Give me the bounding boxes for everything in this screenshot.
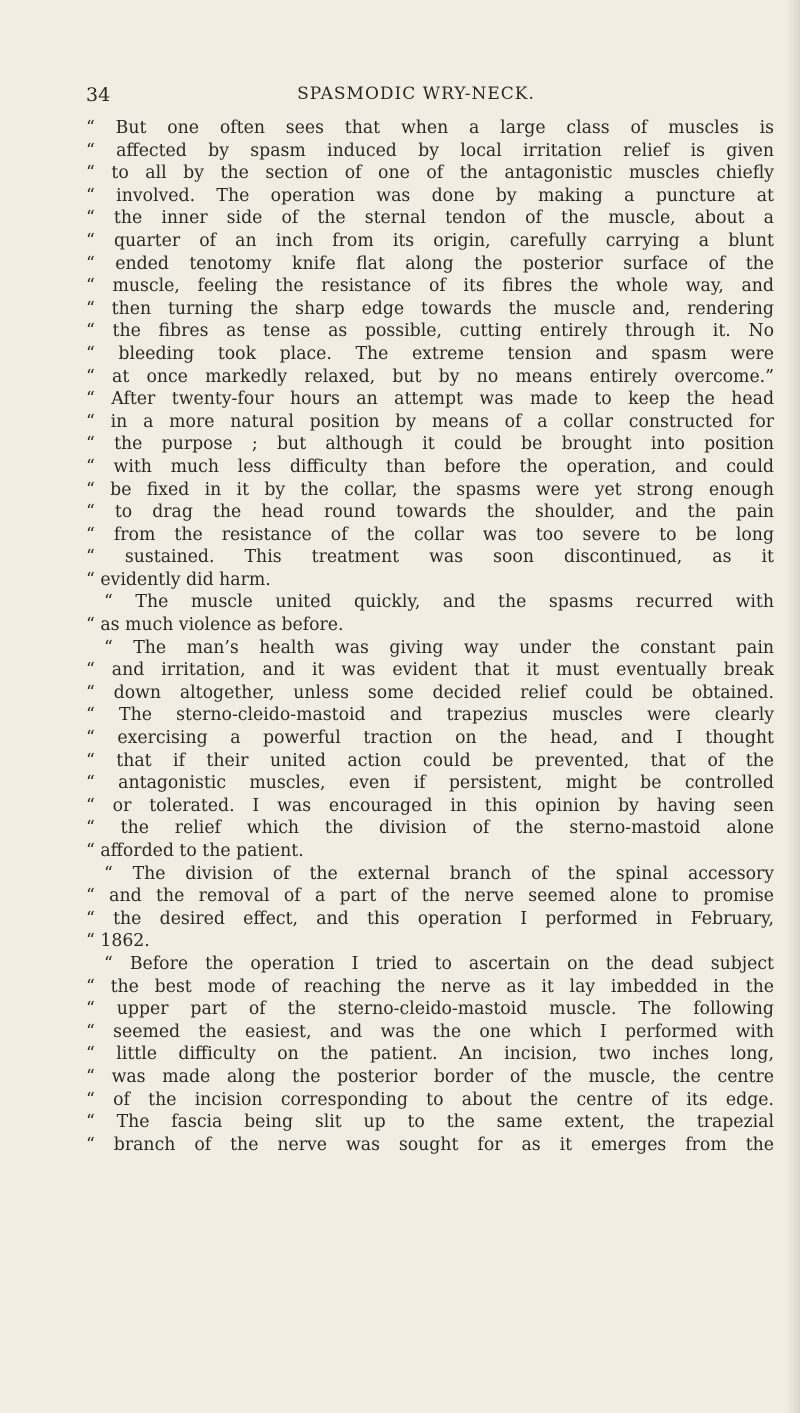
text-line: “ quarter of an inch from its origin, carefully carrying a blunt bbox=[86, 230, 774, 251]
text-line: “ the fibres as tense as possible, cutting entirely through it. No bbox=[86, 321, 774, 342]
page-number: 34 bbox=[86, 84, 111, 106]
text-line: “ of the incision corresponding to about the centre of its edge. bbox=[86, 1089, 774, 1110]
text-line: “ from the resistance of the collar was too severe to be long bbox=[86, 524, 774, 545]
text-line: “ involved. The operation was done by making a puncture at bbox=[86, 185, 774, 206]
text-line: “ and irritation, and it was evident that it must eventually break bbox=[86, 660, 774, 681]
text-line: “ The man’s health was giving way under the constant pain bbox=[104, 637, 774, 658]
text-line: “ with much less difficulty than before the operation, and could bbox=[86, 456, 774, 477]
text-line: “ was made along the posterior border of the muscle, the centre bbox=[86, 1066, 774, 1087]
text-line: “ afforded to the patient. bbox=[86, 841, 304, 861]
text-line: “ seemed the easiest, and was the one which I performed with bbox=[86, 1021, 774, 1042]
text-line: “ down altogether, unless some decided relief could be obtained. bbox=[86, 682, 774, 703]
text-line: “ to drag the head round towards the shoulder, and the pain bbox=[86, 502, 774, 523]
text-line: “ and the removal of a part of the nerve seemed alone to promise bbox=[86, 886, 774, 907]
body-text bbox=[86, 117, 774, 1156]
text-line: “ to all by the section of one of the antagonistic muscles chiefly bbox=[86, 163, 774, 184]
page-header bbox=[86, 84, 746, 114]
text-line: “ ended tenotomy knife flat along the posterior surface of the bbox=[86, 253, 774, 274]
text-line: “ evidently did harm. bbox=[86, 569, 271, 590]
text-line: “ But one often sees that when a large class of muscles is bbox=[86, 118, 774, 138]
text-line: “ The fascia being slit up to the same extent, the trapezial bbox=[86, 1112, 774, 1133]
text-line: “ The sterno-cleido-mastoid and trapezius muscles were clearly bbox=[86, 705, 774, 726]
text-line: “ or tolerated. I was encouraged in this opinion by having seen bbox=[86, 795, 774, 816]
text-line: “ the purpose ; but although it could be brought into position bbox=[86, 434, 774, 455]
text-line: “ at once markedly relaxed, but by no means entirely overcome.” bbox=[86, 366, 774, 387]
text-line: “ the inner side of the sternal tendon of the muscle, about a bbox=[86, 208, 774, 229]
text-line: “ affected by spasm induced by local irritation relief is given bbox=[86, 140, 774, 161]
text-line: “ The division of the external branch of the spinal accessory bbox=[104, 863, 774, 884]
text-line: “ 1862. bbox=[86, 931, 150, 952]
text-line: “ sustained. This treatment was soon discontinued, as it bbox=[86, 547, 774, 568]
text-line: “ After twenty-four hours an attempt was made to keep the head bbox=[86, 389, 774, 410]
text-line: “ bleeding took place. The extreme tension and spasm were bbox=[86, 343, 774, 364]
text-line: “ little difficulty on the patient. An incision, two inches long, bbox=[86, 1044, 774, 1065]
text-line: “ muscle, feeling the resistance of its fibres the whole way, and bbox=[86, 276, 774, 297]
text-line: “ then turning the sharp edge towards the muscle and, rendering bbox=[86, 298, 774, 319]
text-line: “ that if their united action could be prevented, that of the bbox=[86, 750, 774, 771]
page-edge-shadow bbox=[786, 0, 800, 1413]
text-line: “ Before the operation I tried to ascertain on the dead subject bbox=[104, 953, 774, 974]
text-line: “ exercising a powerful traction on the head, and I thought bbox=[86, 728, 774, 749]
text-line: “ be fixed in it by the collar, the spasms were yet strong enough bbox=[86, 479, 774, 500]
text-line: “ antagonistic muscles, even if persistent, might be controlled bbox=[86, 773, 774, 794]
text-line: “ as much violence as before. bbox=[86, 615, 344, 636]
text-line: “ the desired effect, and this operation I performed in February, bbox=[86, 908, 774, 929]
running-title: SPASMODIC WRY-NECK. bbox=[297, 84, 535, 104]
text-line: “ the relief which the division of the sterno-mastoid alone bbox=[86, 818, 774, 839]
text-line: “ The muscle united quickly, and the spasms recurred with bbox=[104, 592, 774, 613]
text-line: “ branch of the nerve was sought for as it emerges from the bbox=[86, 1134, 774, 1155]
text-line: “ upper part of the sterno-cleido-mastoid muscle. The following bbox=[86, 999, 774, 1020]
text-line: “ the best mode of reaching the nerve as it lay imbedded in the bbox=[86, 976, 774, 997]
text-line: “ in a more natural position by means of a collar constructed for bbox=[86, 411, 774, 432]
